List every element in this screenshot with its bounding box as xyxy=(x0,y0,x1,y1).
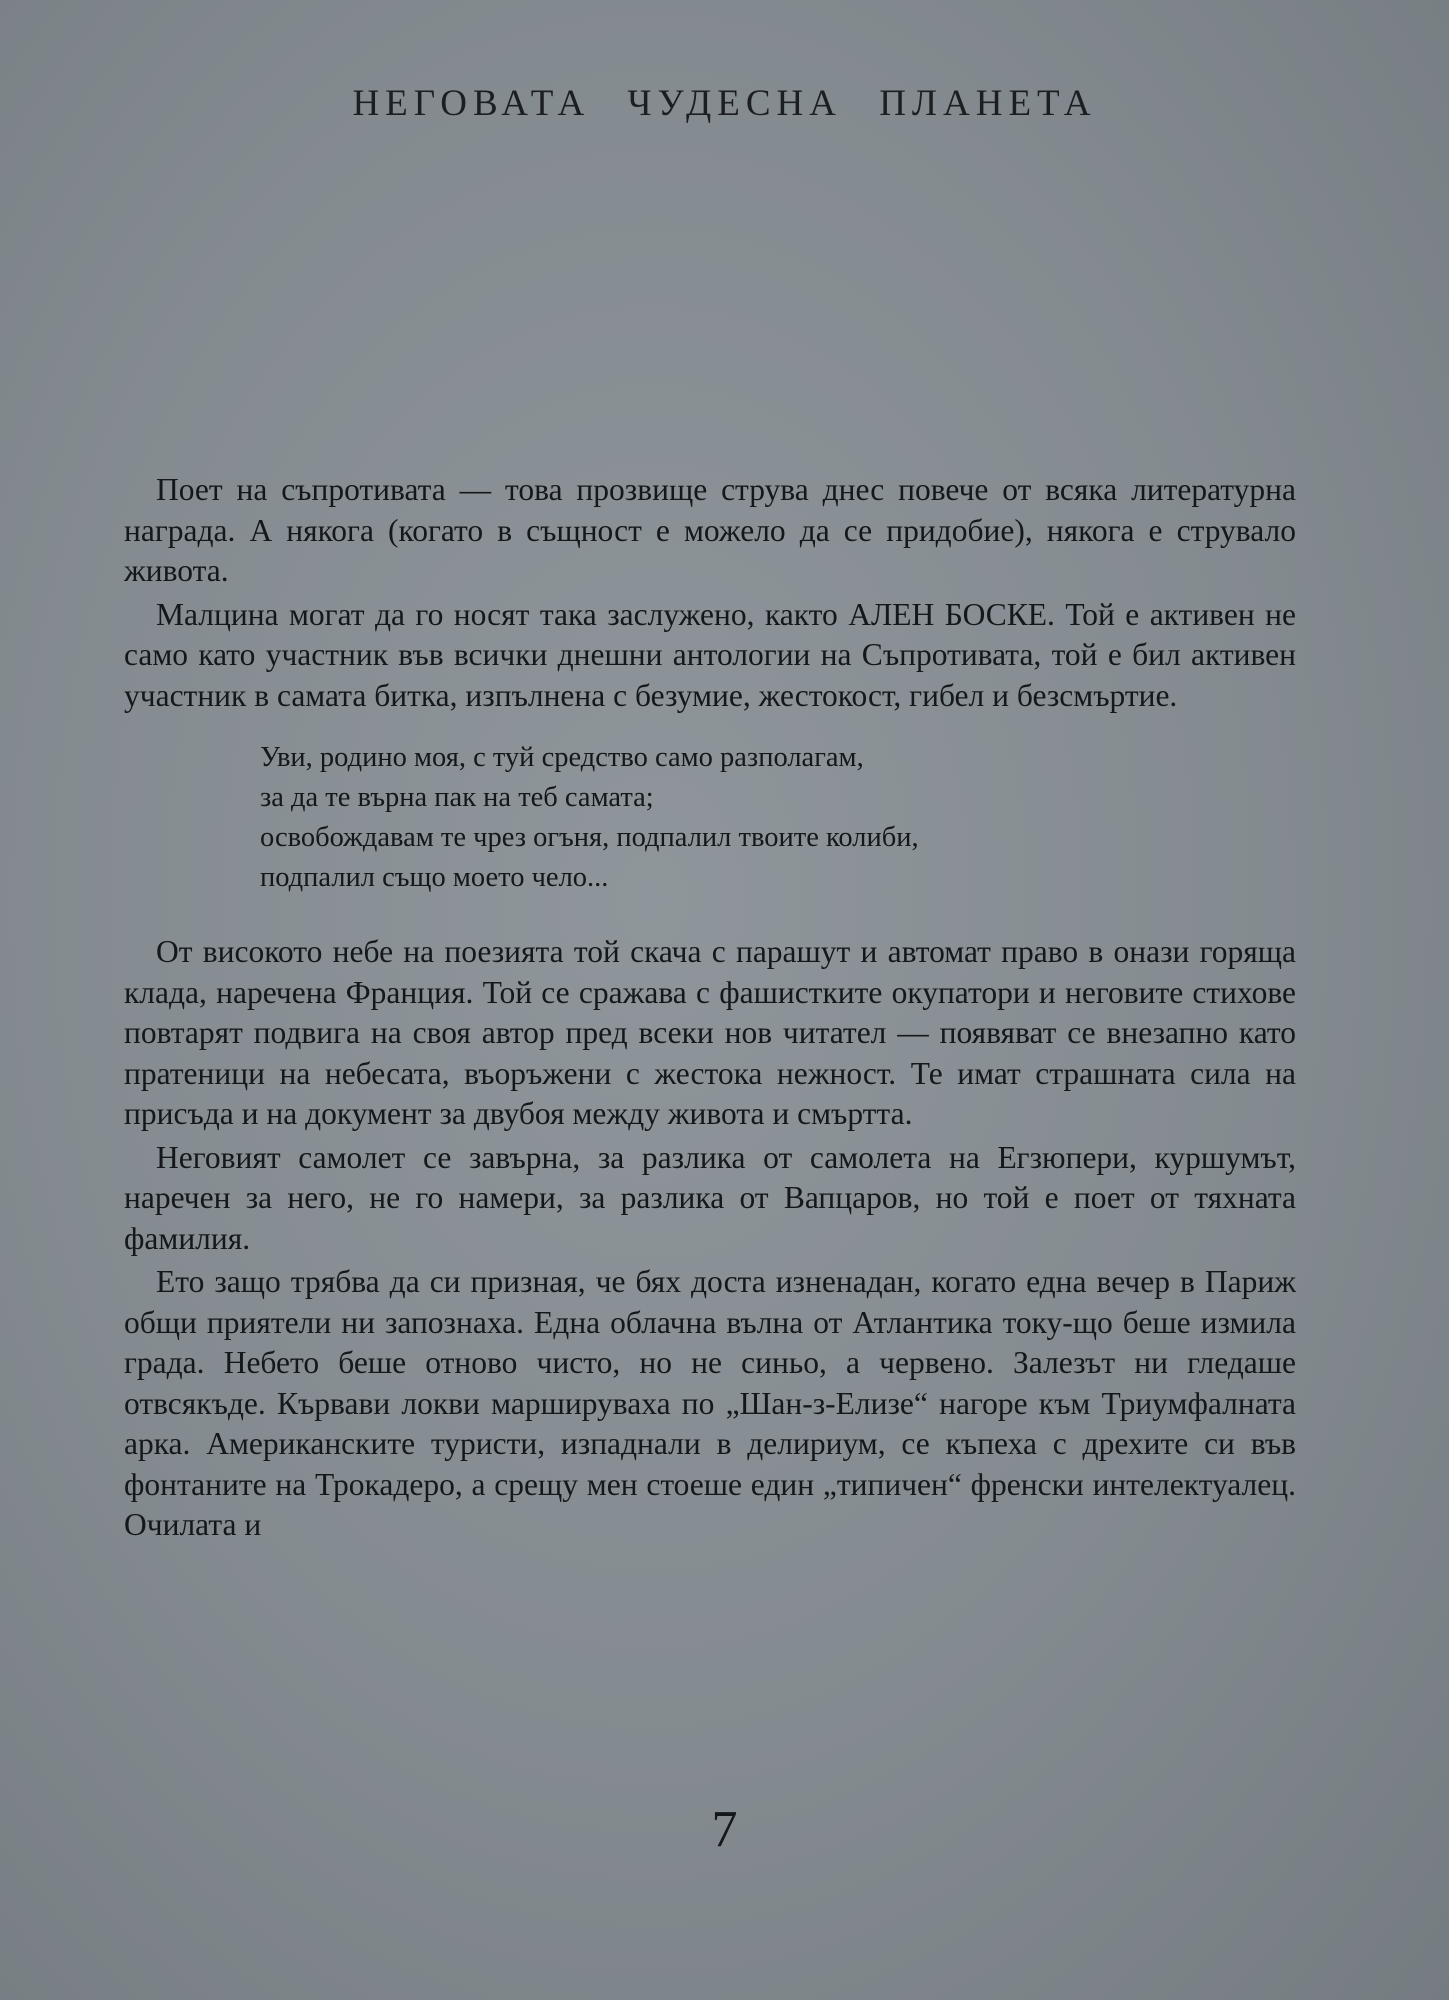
paragraph: Поет на съпротивата — това прозвище струва днес повече от всяка литературна награда. А някога (когато в същност е можело да се придобие), някога е струвало живота. xyxy=(124,472,1296,588)
page-number: 7 xyxy=(711,1801,738,1858)
verse-line: подпалил също моето чело... xyxy=(260,862,609,893)
paragraph: Ето защо трябва да си призная, че бях доста изненадан, когато една вечер в Париж общи приятели ни запознаха. Една облачна вълна от Атлантика току-що беше измила града. Небето беше отново чисто, но не синьо, а червено. Залезът ни гледаше отвсякъде. Кървави локви маршируваха по „Шан-з-Елизе“ нагоре към Триумфалната арка. Американските туристи, изпаднали в делириум, се къпеха с дрехите си във фонтаните на Трокадеро, а срещу мен стоеше един „типичен“ френски интелектуалец. Очилата и xyxy=(124,1264,1296,1542)
verse-quote xyxy=(260,738,1296,898)
paragraph: От високото небе на поезията той скача с парашут и автомат право в онази горяща клада, наречена Франция. Той се сражава с фашистките окупатори и неговите стихове повтарят подвига на своя автор пред всеки нов читател — появяват се внезапно като пратеници на небесата, въоръжени с жестока нежност. Те имат страшната сила на присъда и на документ за двубоя между живота и смъртта. xyxy=(124,934,1296,1131)
running-title: НЕГОВАТА ЧУДЕСНА ПЛАНЕТА xyxy=(352,83,1097,124)
verse-line: за да те върна пак на теб самата; xyxy=(260,782,654,813)
verse-line: Уви, родино моя, с туй средство само разполагам, xyxy=(260,742,864,773)
paragraph: Малцина могат да го носят така заслужено, както АЛЕН БОСКЕ. Той е активен не само като участник във всички днешни антологии на Съпротивата, той е бил активен участник в самата битка, изпълнена с безумие, жестокост, гибел и безсмъртие. xyxy=(124,596,1296,713)
paragraph: Неговият самолет се завърна, за разлика от самолета на Егзюпери, куршумът, наречен за него, не го намери, за разлика от Вапцаров, но той е поет от тяхната фамилия. xyxy=(124,1139,1296,1256)
body-text xyxy=(124,470,1296,1549)
verse-line: освобождавам те чрез огъня, подпалил твоите колиби, xyxy=(260,822,919,853)
